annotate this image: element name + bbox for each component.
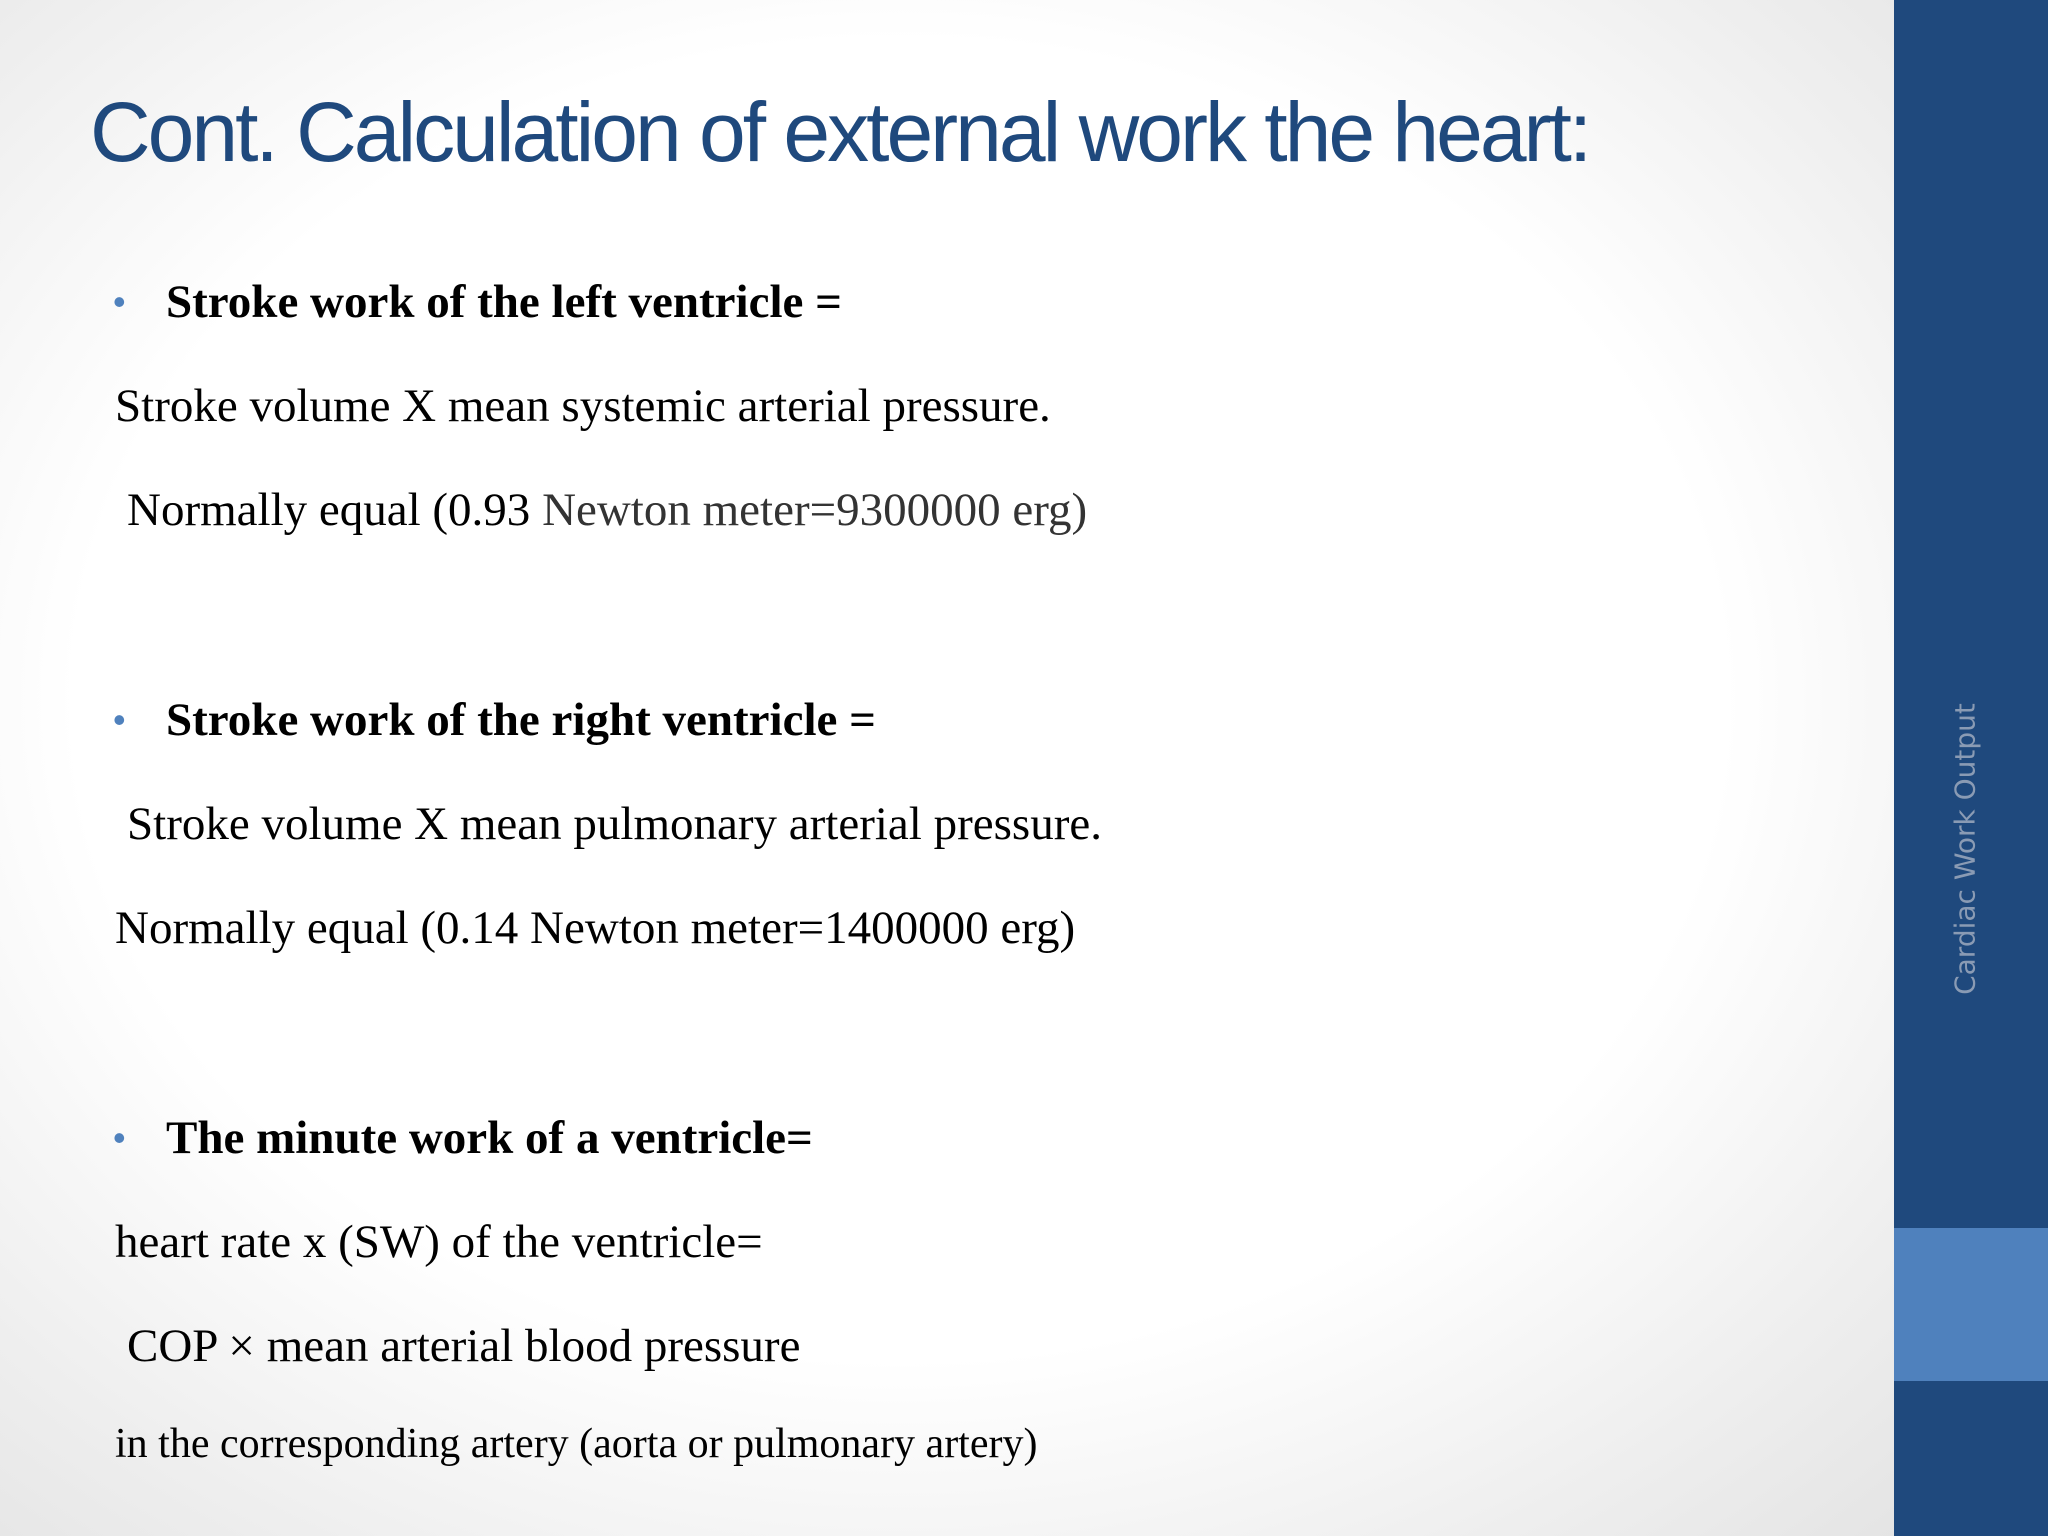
bullet-icon: • bbox=[113, 699, 126, 740]
section-right-value: Normally equal (0.14 Newton meter=1400000 erg) bbox=[115, 902, 1076, 954]
section-minute-note: in the corresponding artery (aorta or pulmonary artery) bbox=[115, 1421, 1038, 1467]
section-minute-formula-cop: COP × mean arterial blood pressure bbox=[127, 1320, 801, 1372]
sidebar-label: Cardiac Work Output bbox=[1948, 703, 1982, 995]
slide-title: Cont. Calculation of external work the heart: bbox=[90, 85, 1590, 179]
section-minute-formula: heart rate x (SW) of the ventricle= bbox=[115, 1216, 763, 1268]
section-right-heading: Stroke work of the right ventricle = bbox=[166, 694, 876, 746]
section-right-formula: Stroke volume X mean pulmonary arterial pressure. bbox=[127, 798, 1102, 850]
section-left-formula: Stroke volume X mean systemic arterial pressure. bbox=[115, 380, 1051, 432]
section-left-value-number: Normally equal (0.93 bbox=[127, 484, 543, 536]
bullet-icon: • bbox=[113, 281, 126, 322]
bullet-icon: • bbox=[113, 1117, 126, 1158]
section-left-value bbox=[127, 482, 1087, 538]
sidebar-accent-block bbox=[1894, 1228, 2048, 1381]
section-left-heading: Stroke work of the left ventricle = bbox=[166, 276, 842, 328]
section-minute-heading: The minute work of a ventricle= bbox=[166, 1112, 813, 1164]
section-left-value-unit: Newton meter=9300000 erg) bbox=[542, 484, 1088, 536]
